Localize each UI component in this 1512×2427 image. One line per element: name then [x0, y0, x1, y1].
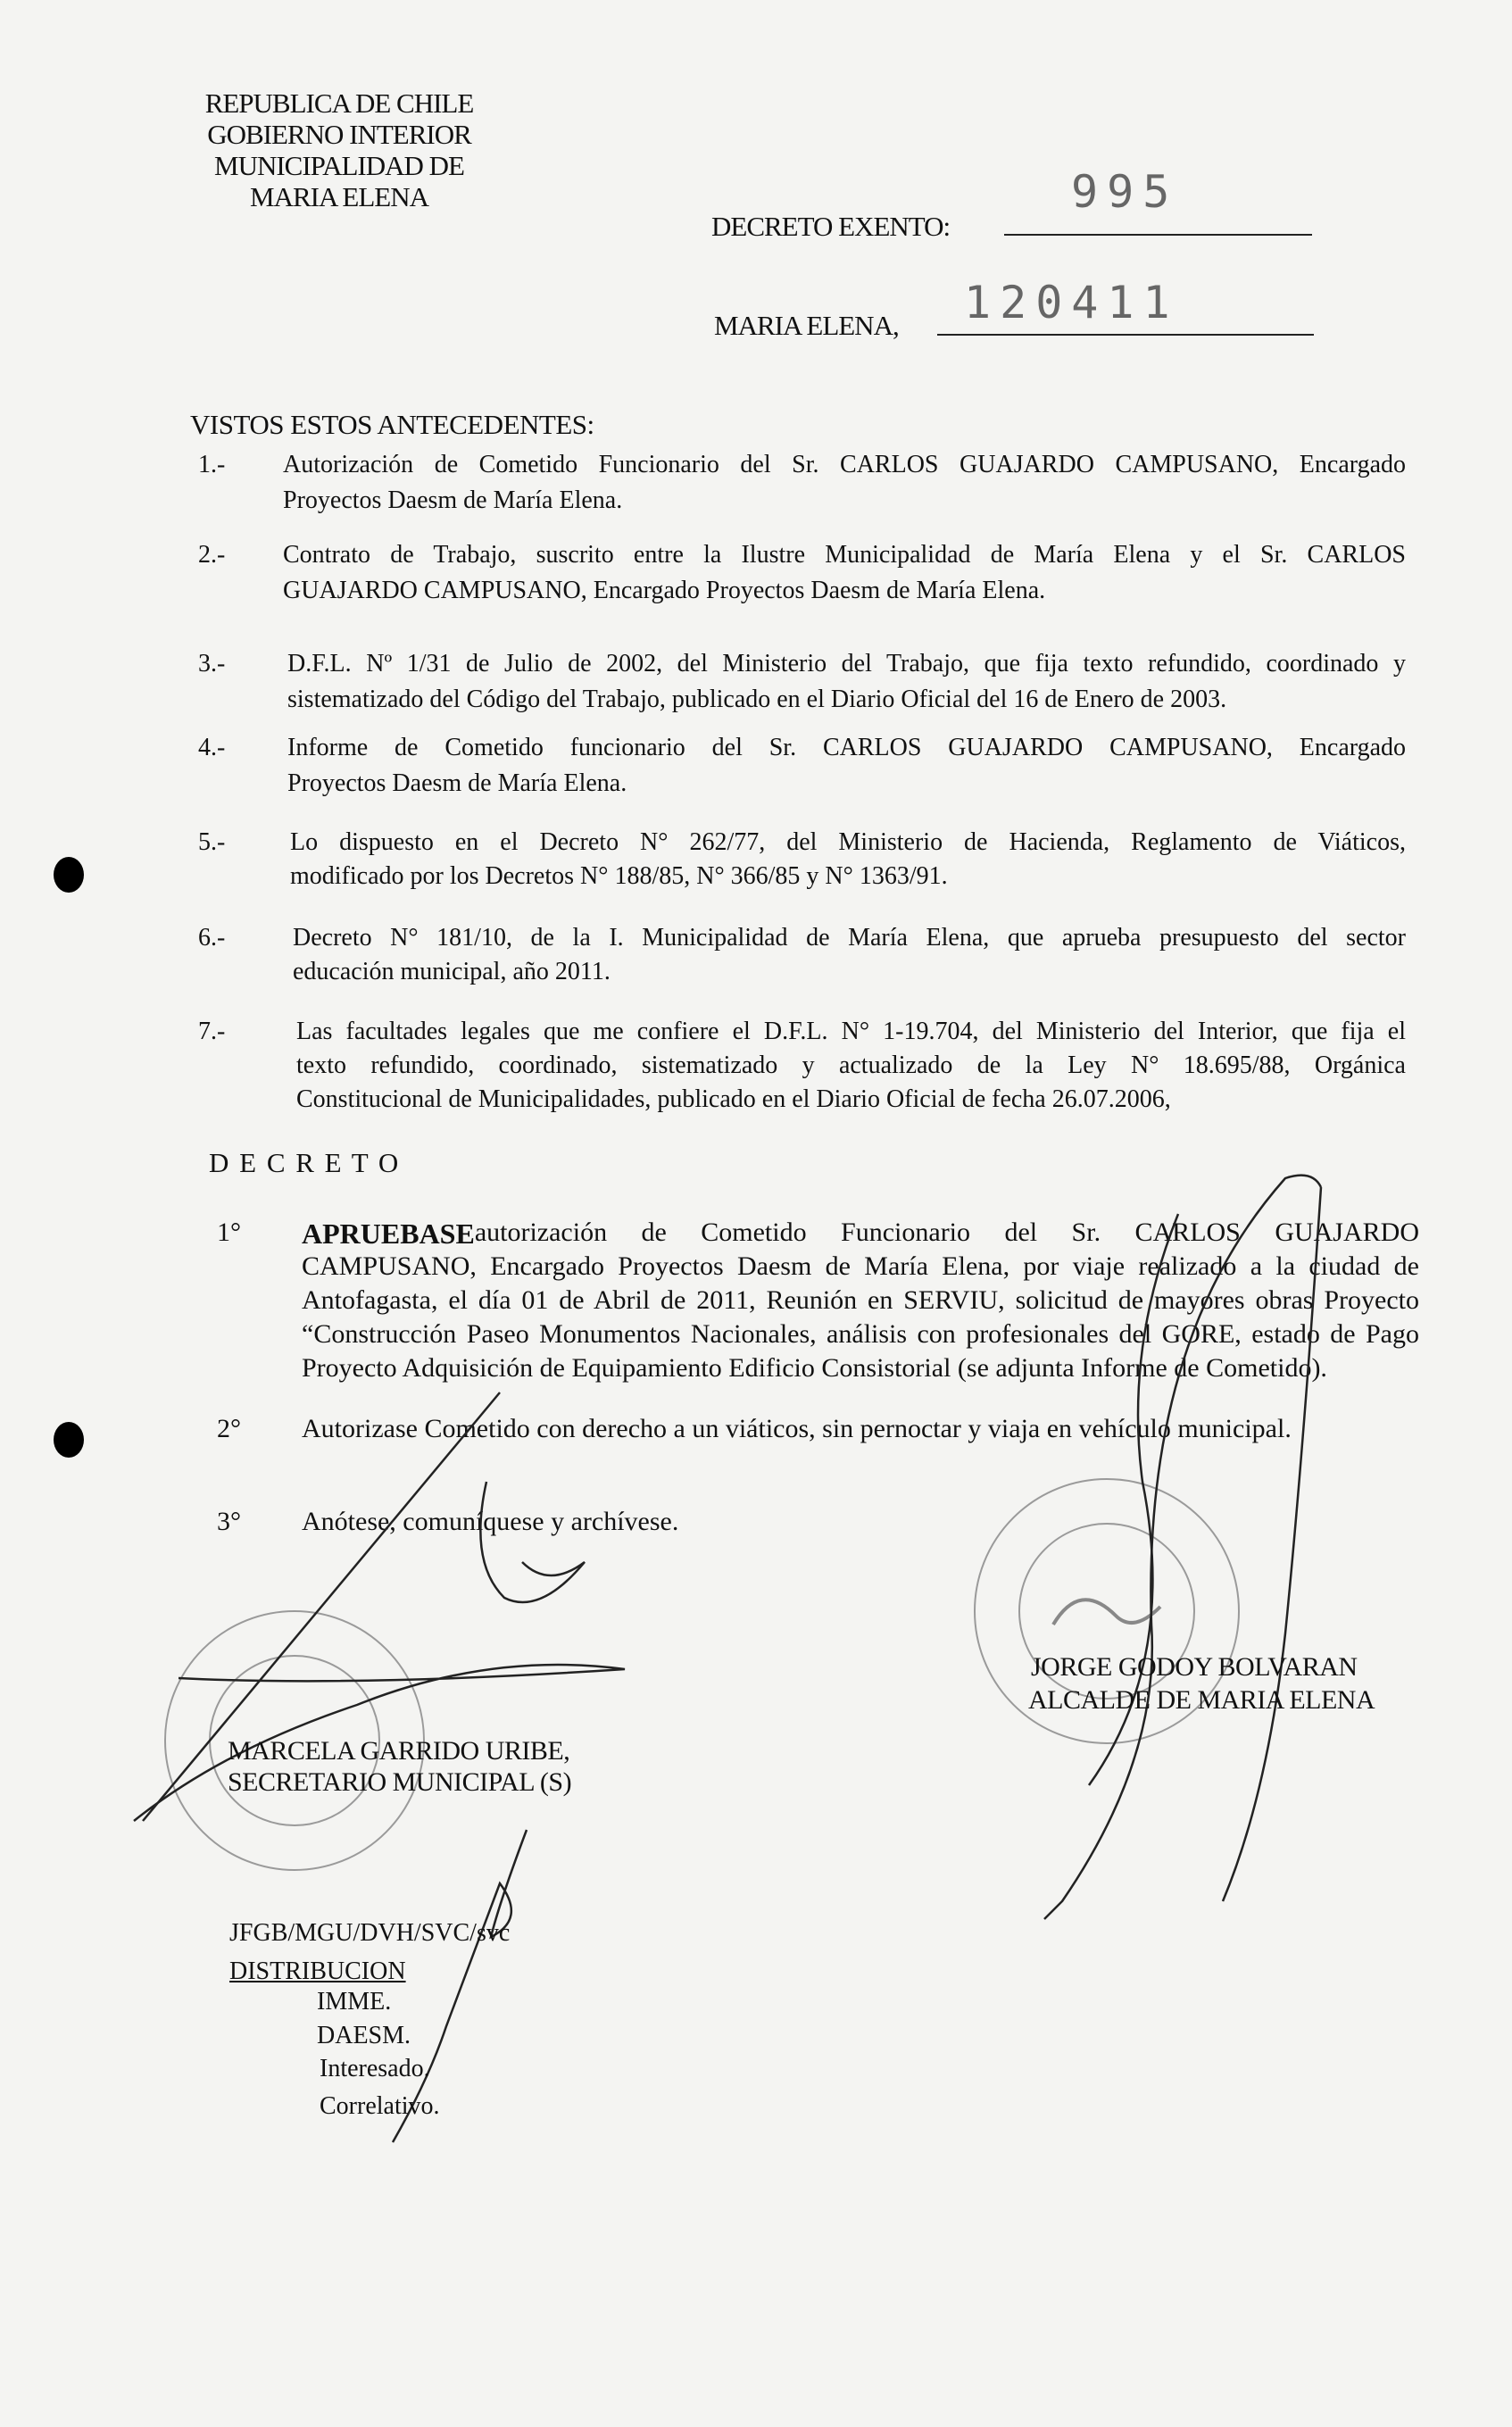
punch-hole — [54, 1422, 84, 1458]
date-line — [937, 334, 1314, 336]
initials: JFGB/MGU/DVH/SVC/svc — [229, 1919, 511, 1947]
vistos-item-line: D.F.L. Nº 1/31 de Julio de 2002, del Ministerio del Trabajo, que fija texto refundido, coordinado y — [287, 650, 1406, 677]
vistos-item-line: Proyectos Daesm de María Elena. — [283, 486, 623, 514]
distribution-item: Interesado. — [320, 2055, 430, 2082]
header-line: MARIA ELENA — [250, 181, 428, 212]
vistos-item-line: texto refundido, coordinado, sistematizado y actualizado de la Ley N° 18.695/88, Orgánica — [296, 1051, 1406, 1079]
distribution-label: DISTRIBUCION — [229, 1957, 406, 1985]
vistos-item-number: 7.- — [198, 1018, 226, 1045]
vistos-item-line: GUAJARDO CAMPUSANO, Encargado Proyectos Daesm de María Elena. — [283, 577, 1046, 604]
vistos-item-line: Contrato de Trabajo, suscrito entre la Ilustre Municipalidad de María Elena y el Sr. CARLOS — [283, 541, 1406, 569]
decree-number: 995 — [1071, 166, 1179, 218]
decree-date: 120411 — [964, 277, 1179, 328]
place-label: MARIA ELENA, — [714, 310, 899, 341]
mayor-title: ALCALDE DE MARIA ELENA — [1028, 1685, 1375, 1715]
vistos-item-line: sistematizado del Código del Trabajo, publicado en el Diario Oficial del 16 de Enero de 2003. — [287, 686, 1227, 713]
secretary-name: MARCELA GARRIDO URIBE, — [228, 1736, 570, 1766]
decreto-item-line: Autorizase Cometido con derecho a un viáticos, sin pernoctar y viaja en vehículo municipal. — [302, 1414, 1292, 1443]
decreto-item-line: CAMPUSANO, Encargado Proyectos Daesm de María Elena, por viaje realizado a la ciudad de — [302, 1251, 1419, 1281]
vistos-item-number: 2.- — [198, 541, 226, 569]
issuer-header — [170, 87, 509, 212]
decreto-item-line: Proyecto Adquisición de Equipamiento Edificio Consistorial (se adjunta Informe de Cometido). — [302, 1353, 1327, 1383]
vistos-item-line: Las facultades legales que me confiere el D.F.L. N° 1-19.704, del Ministerio del Interior, que fija el — [296, 1018, 1406, 1045]
header-line: GOBIERNO INTERIOR — [207, 119, 471, 150]
approval-keyword: APRUEBASE — [302, 1218, 475, 1250]
vistos-item-line: Proyectos Daesm de María Elena. — [287, 769, 627, 797]
vistos-item-number: 3.- — [198, 650, 226, 677]
vistos-item-number: 4.- — [198, 734, 226, 761]
decreto-line-text: autorización de Cometido Funcionario del Sr. CARLOS GUAJARDO — [474, 1218, 1419, 1247]
header-line: MUNICIPALIDAD DE — [214, 150, 464, 181]
decreto-item-line: “Construcción Paseo Monumentos Nacionales, análisis con profesionales del GORE, estado de Pago — [302, 1319, 1419, 1349]
distribution-item: DAESM. — [317, 2022, 411, 2049]
vistos-item-line: educación municipal, año 2011. — [293, 958, 611, 985]
decreto-item-number: 3° — [217, 1507, 241, 1536]
vistos-item-number: 1.- — [198, 451, 226, 478]
decreto-item-number: 1° — [217, 1218, 241, 1247]
header-line: REPUBLICA DE CHILE — [204, 87, 474, 119]
vistos-item-line: Autorización de Cometido Funcionario del Sr. CARLOS GUAJARDO CAMPUSANO, Encargado — [283, 451, 1406, 478]
vistos-title: VISTOS ESTOS ANTECEDENTES: — [190, 409, 594, 440]
decreto-title: D E C R E T O — [209, 1147, 401, 1178]
decree-number-line — [1004, 234, 1312, 236]
vistos-item-number: 6.- — [198, 924, 226, 952]
mayor-name: JORGE GODOY BOLVARAN — [1031, 1652, 1358, 1682]
vistos-item-line: Constitucional de Municipalidades, publicado en el Diario Oficial de fecha 26.07.2006, — [296, 1085, 1171, 1113]
decreto-item-line: Antofagasta, el día 01 de Abril de 2011, Reunión en SERVIU, solicitud de mayores obras Proyecto — [302, 1285, 1419, 1315]
vistos-item-line: Informe de Cometido funcionario del Sr. CARLOS GUAJARDO CAMPUSANO, Encargado — [287, 734, 1406, 761]
vistos-item-line: Lo dispuesto en el Decreto N° 262/77, del Ministerio de Hacienda, Reglamento de Viáticos, — [290, 828, 1406, 856]
decree-label: DECRETO EXENTO: — [711, 211, 951, 242]
decreto-item-line: Anótese, comuníquese y archívese. — [302, 1507, 679, 1536]
vistos-item-line: Decreto N° 181/10, de la I. Municipalidad de María Elena, que aprueba presupuesto del sector — [293, 924, 1406, 952]
decreto-item-line — [302, 1218, 1419, 1251]
punch-hole — [54, 857, 84, 893]
distribution-item: IMME. — [317, 1988, 392, 2016]
secretary-title: SECRETARIO MUNICIPAL (S) — [228, 1767, 572, 1797]
distribution-item: Correlativo. — [320, 2092, 440, 2120]
vistos-item-line: modificado por los Decretos N° 188/85, N° 366/85 y N° 1363/91. — [290, 862, 948, 890]
vistos-item-number: 5.- — [198, 828, 226, 856]
decreto-item-number: 2° — [217, 1414, 241, 1443]
